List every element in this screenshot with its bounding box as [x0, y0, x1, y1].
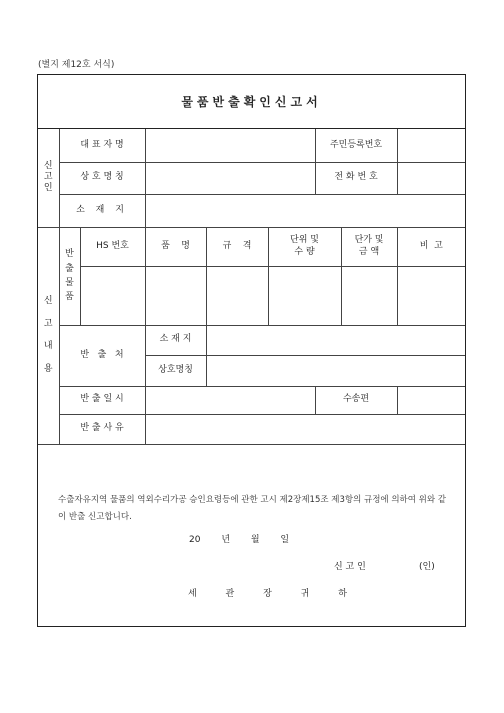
representative-row	[38, 129, 465, 162]
declaration-text: 수출자유지역 물품의 역외수리가공 승인요령등에 관한 고시 제2장제15조 제3항의 규정에 의하여 위와 같이 반출 신고합니다.	[58, 495, 447, 522]
reason-label: 반 출 사 유	[59, 414, 145, 444]
column-item-name: 품 명	[145, 227, 206, 266]
export-report-form	[37, 74, 466, 627]
date-label: 반 출 일 시	[59, 386, 145, 414]
column-unit-price-amount: 단가 및 금 액	[341, 227, 397, 266]
destination-label: 반 출 처	[59, 325, 145, 386]
goods-side-text: 반 출 물 품	[65, 249, 74, 303]
reporter-address-row	[38, 194, 465, 227]
representative-field[interactable]	[145, 129, 315, 162]
business-name-row	[38, 162, 465, 194]
business-name-field[interactable]	[145, 162, 315, 194]
reporter-signature-label: 신 고 인	[334, 562, 366, 572]
destination-address-row	[38, 325, 465, 355]
declaration-area	[38, 445, 465, 627]
date-row	[38, 386, 465, 414]
column-remarks: 비 고	[397, 227, 465, 266]
goods-header-row	[38, 227, 465, 266]
phone-field[interactable]	[397, 162, 465, 194]
item-name-field[interactable]	[145, 266, 206, 325]
column-specification: 규 격	[206, 227, 268, 266]
reporter-side-label	[38, 129, 59, 227]
column-hs-number: HS 번호	[80, 227, 145, 266]
hs-number-field[interactable]	[80, 266, 145, 325]
reporter-side-text: 신 고 인	[43, 160, 53, 194]
destination-name-label: 상호명칭	[145, 355, 206, 386]
content-side-label	[38, 227, 59, 444]
destination-address-label: 소 재 지	[145, 325, 206, 355]
declaration-date: 20 년 월 일	[189, 535, 290, 545]
form-title: 물품반출확인신고서	[38, 75, 465, 129]
transport-label: 수송편	[315, 386, 397, 414]
transport-field[interactable]	[397, 386, 465, 414]
reporter-address-field[interactable]	[145, 194, 465, 227]
remarks-field[interactable]	[397, 266, 465, 325]
content-side-text: 신 고 내 용	[43, 296, 53, 374]
specification-field[interactable]	[206, 266, 268, 325]
column-unit-quantity: 단위 및 수 량	[268, 227, 341, 266]
goods-entry-row	[38, 266, 465, 325]
goods-side-label	[59, 227, 80, 325]
phone-label: 전 화 번 호	[315, 162, 397, 194]
resident-number-label: 주민등록번호	[315, 129, 397, 162]
seal-mark: (인)	[419, 562, 435, 572]
reason-row	[38, 414, 465, 444]
form-table	[38, 129, 465, 445]
destination-address-field[interactable]	[206, 325, 465, 355]
business-name-label: 상 호 명 칭	[59, 162, 145, 194]
representative-label: 대 표 자 명	[59, 129, 145, 162]
form-caption: (별지 제12호 서식)	[38, 60, 115, 70]
destination-name-field[interactable]	[206, 355, 465, 386]
unit-price-amount-field[interactable]	[341, 266, 397, 325]
resident-number-field[interactable]	[397, 129, 465, 162]
date-field[interactable]	[145, 386, 315, 414]
addressee: 세 관 장 귀 하	[188, 589, 360, 599]
reporter-address-label: 소 재 지	[59, 194, 145, 227]
unit-quantity-field[interactable]	[268, 266, 341, 325]
reason-field[interactable]	[145, 414, 465, 444]
